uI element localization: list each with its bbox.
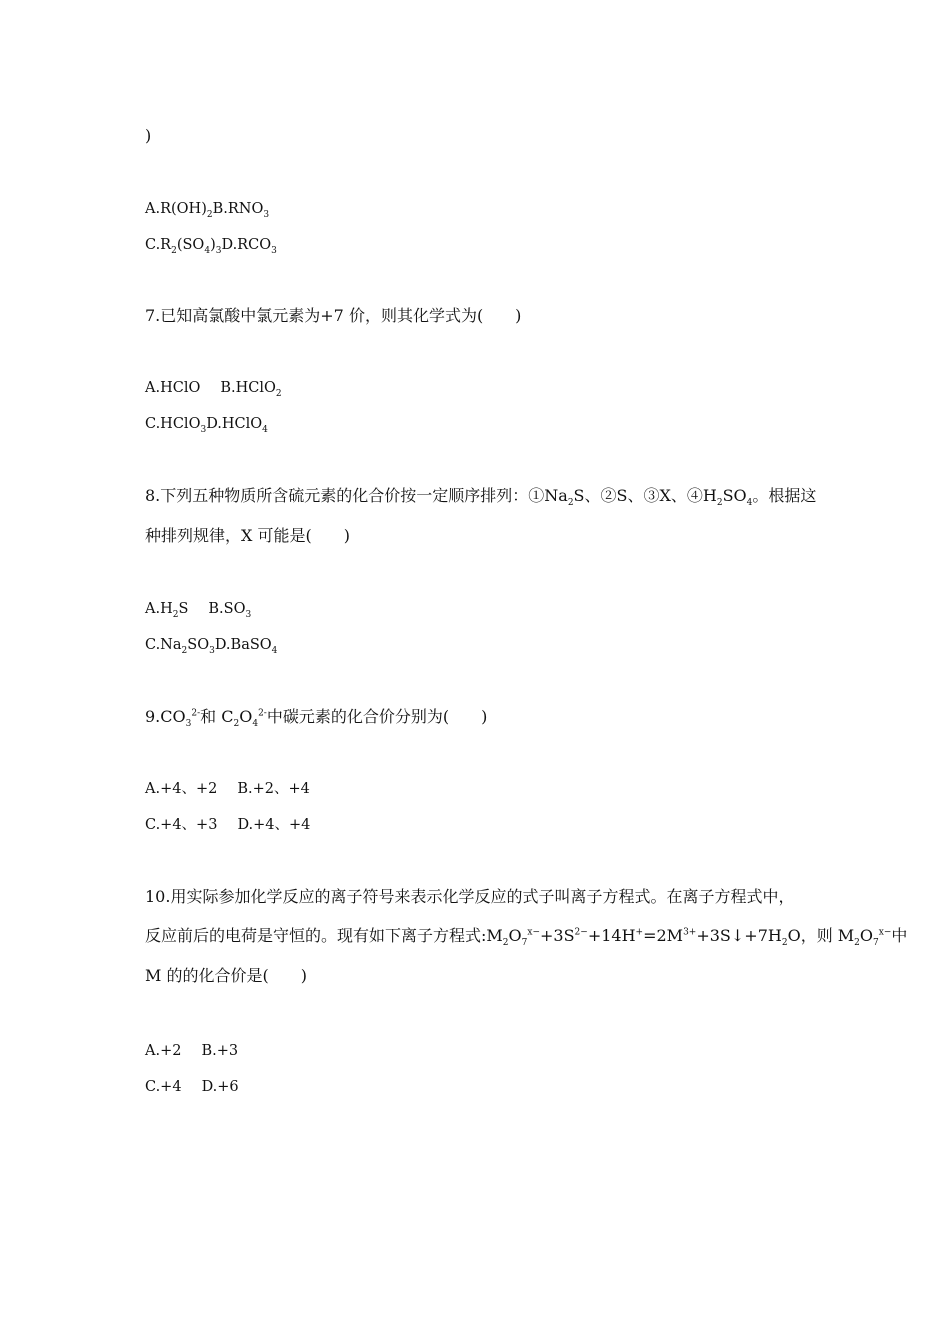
q6-option-a: $A.R(OH)_2$	[145, 201, 213, 220]
q10-stem-line1: 10.用实际参加化学反应的离子符号来表示化学反应的式子叫离子方程式。在离子方程式中，	[145, 887, 795, 906]
q10-option-a: A.+2	[145, 1043, 182, 1059]
q8-option-b: $B.SO_3$	[208, 601, 252, 620]
q8-stem-line2: 种排列规律，X 可能是( )	[145, 526, 350, 545]
q7-option-d: D.HClO$_4$	[206, 416, 268, 435]
q9-options-cd	[145, 815, 310, 835]
q10-option-b: B.+3	[201, 1043, 239, 1059]
q7-options-ab	[145, 378, 282, 398]
q9-stem: $9.CO_3^{2-}$和 $C_2O_4^{2-}$中碳元素的化合价分别为( )	[145, 707, 488, 730]
q8-options-ab	[145, 599, 251, 619]
q7-options-cd	[145, 414, 268, 434]
q7-option-a: A.HClO	[145, 380, 201, 396]
q6-option-c: $C.R_2(SO_4)_3$	[145, 237, 222, 256]
q10-option-d: D.+6	[201, 1079, 239, 1095]
q9-option-d: D.+4、+4	[237, 817, 311, 833]
q10-options-cd	[145, 1077, 239, 1097]
q6-option-b: $B.RNO_3$	[212, 201, 270, 220]
q6-option-d: $D.RCO_3$	[221, 237, 277, 256]
q10-options-ab	[145, 1041, 238, 1061]
q10-stem-line2: 反应前后的电荷是守恒的。现有如下离子方程式$:M_2O_7^{x-}+3S^{2-}+14H^+=2M^{3+}+3S↓+7H_2O$，则 $M_2O_7^{x-}$中	[145, 926, 908, 949]
q10-option-c: C.+4	[145, 1079, 182, 1095]
q8-option-d: D.BaSO$_4$	[214, 637, 278, 656]
q6-close-paren: )	[145, 126, 152, 145]
q9-options-ab	[145, 779, 310, 799]
q7-option-b: B.HClO$_2$	[220, 380, 282, 399]
q8-stem-line1: 8.下列五种物质所含硫元素的化合价按一定顺序排列：$①Na_2S$、②S、③X、$④H_2SO_4$。根据这	[145, 486, 817, 509]
q8-options-cd	[145, 635, 277, 655]
q10-stem-line3: M 的的化合价是( )	[145, 966, 307, 985]
q6-options-cd	[145, 235, 277, 255]
q9-option-a: A.+4、+2	[145, 781, 218, 797]
q9-option-c: C.+4、+3	[145, 817, 218, 833]
q7-option-c: C.HClO$_3$	[145, 416, 207, 435]
q7-stem: 7.已知高氯酸中氯元素为+7 价，则其化学式为( )	[145, 306, 522, 325]
q8-option-a: $A.H_2S$	[145, 601, 189, 620]
q9-option-b: B.+2、+4	[237, 781, 310, 797]
q6-options-ab	[145, 199, 269, 219]
q8-option-c: $C.Na_2SO_3$	[145, 637, 215, 656]
